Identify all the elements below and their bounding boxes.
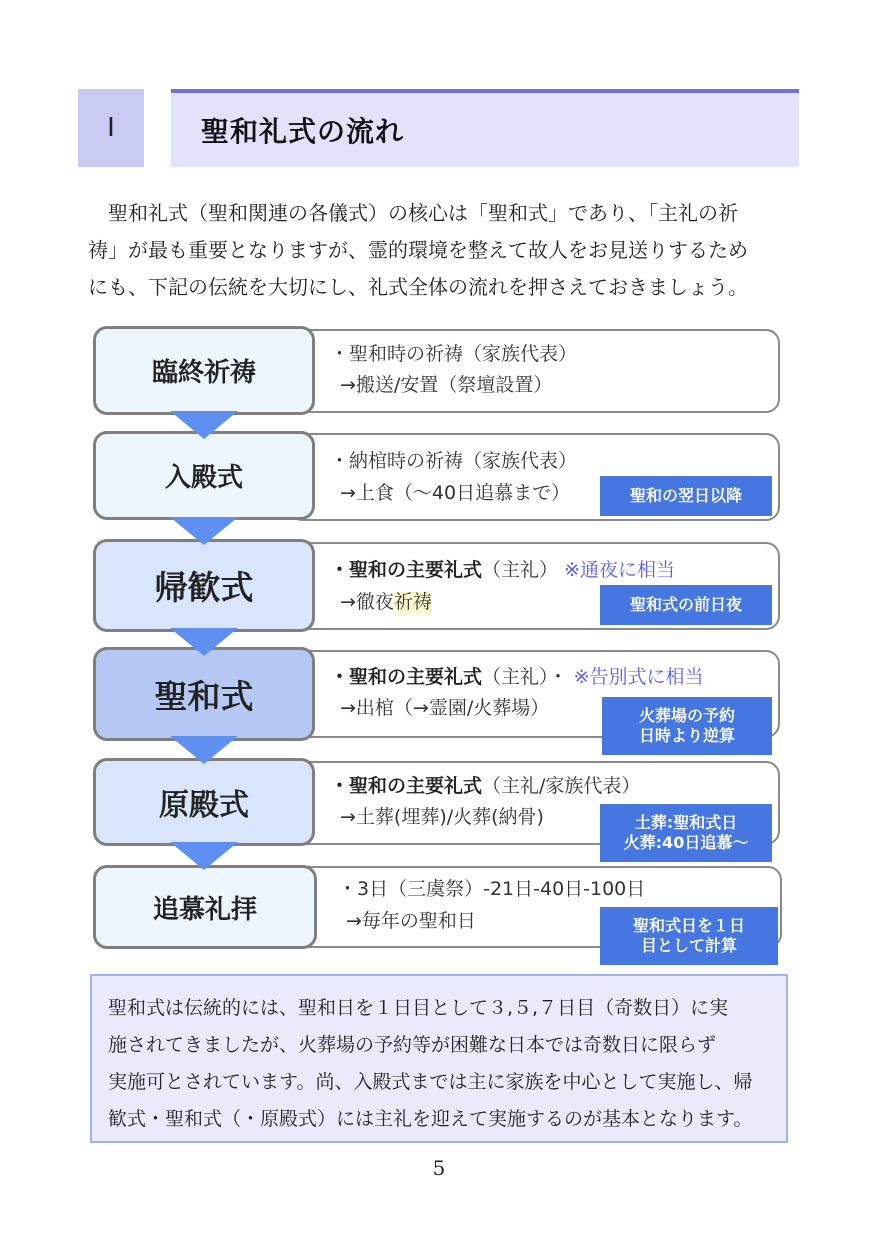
- stage-detail-line: →搬送/安置（祭壇設置）: [340, 374, 553, 396]
- intro-line: 祷」が最も重要となりますが、霊的環境を整えて故人をお見送りするため: [88, 238, 748, 262]
- timing-tag-line: 火葬場の予約: [638, 706, 735, 725]
- stage-box-seiwa-shiki: 聖和式: [93, 647, 315, 741]
- stage-box-kikan-shiki: 帰歓式: [93, 539, 315, 632]
- equivalence-note: ※通夜に相当: [564, 559, 675, 581]
- timing-tag-line: 火葬:40日追慕～: [623, 833, 749, 852]
- timing-tag: 聖和の翌日以降: [600, 476, 772, 516]
- stage-detail-line: ・納棺時の祈祷（家族代表）: [330, 450, 578, 472]
- page-title: 聖和礼式の流れ: [171, 89, 799, 167]
- timing-tag: [600, 804, 772, 862]
- stage-detail-text: （主礼/家族代表）: [482, 775, 641, 797]
- note-line: 実施可とされています。尚、入殿式までは主に家族を中心として実施し、帰: [108, 1071, 753, 1093]
- flow-arrow-icon: [170, 736, 238, 764]
- page-number: 5: [432, 1156, 446, 1180]
- section-number: I: [78, 89, 144, 167]
- flow-arrow-icon: [170, 842, 238, 870]
- equivalence-note: ※告別式に相当: [573, 666, 704, 688]
- stage-detail-line: ・3日（三虞祭）-21日-40日-100日: [338, 878, 646, 900]
- timing-tag-line: 目として計算: [640, 936, 737, 955]
- stage-detail-text: （主礼）: [482, 559, 559, 581]
- flow-arrow-icon: [170, 628, 238, 656]
- highlighted-text: 祈祷: [393, 591, 432, 613]
- timing-tag: [600, 907, 778, 965]
- timing-tag-line: 日時より逆算: [638, 726, 735, 745]
- intro-line: にも、下記の伝統を大切にし、礼式全体の流れを押さえておきましょう。: [88, 275, 748, 299]
- stage-detail-line: →出棺（→霊園/火葬場）: [340, 697, 550, 719]
- note-line: 歓式・聖和式（・原殿式）には主礼を迎えて実施するのが基本となります。: [108, 1108, 753, 1130]
- stage-detail-text: →徹夜: [340, 591, 394, 613]
- stage-box-tsuibo-reihai: 追慕礼拝: [93, 865, 317, 949]
- intro-paragraph: [88, 195, 798, 306]
- stage-detail-text: （主礼）・: [482, 666, 568, 688]
- timing-tag-line: 土葬:聖和式日: [634, 813, 738, 832]
- flow-arrow-icon: [170, 411, 238, 439]
- tradition-note: [90, 974, 788, 1143]
- stage-detail-bold: ・聖和の主要礼式: [330, 775, 483, 797]
- stage-detail-line: [330, 663, 704, 691]
- flow-arrow-icon: [170, 517, 238, 545]
- note-line: 聖和式は伝統的には、聖和日を１日目として３,５,７日目（奇数日）に実: [108, 997, 729, 1019]
- stage-detail-line: [330, 556, 675, 584]
- timing-tag-line: 聖和式日を１日: [632, 916, 745, 935]
- intro-line: 聖和礼式（聖和関連の各儀式）の核心は「聖和式」であり、「主礼の祈: [88, 201, 738, 225]
- stage-detail-line: [330, 772, 640, 800]
- stage-detail-bold: ・聖和の主要礼式: [330, 559, 483, 581]
- stage-detail-bold: ・聖和の主要礼式: [330, 666, 483, 688]
- stage-box-rinju-kito: 臨終祈祷: [93, 326, 315, 415]
- note-line: 施されてきましたが、火葬場の予約等が困難な日本では奇数日に限らず: [108, 1034, 717, 1056]
- stage-detail-line: [340, 588, 432, 616]
- stage-detail-line: →毎年の聖和日: [346, 910, 476, 932]
- stage-box-genden-shiki: 原殿式: [93, 758, 315, 846]
- timing-tag: [602, 697, 772, 755]
- stage-box-nyuden-shiki: 入殿式: [93, 431, 315, 520]
- stage-detail-line: →上食（～40日追慕まで）: [340, 482, 571, 504]
- stage-detail-line: →土葬(埋葬)/火葬(納骨): [340, 806, 544, 828]
- timing-tag: 聖和式の前日夜: [600, 585, 772, 625]
- stage-detail-line: ・聖和時の祈祷（家族代表）: [330, 343, 578, 365]
